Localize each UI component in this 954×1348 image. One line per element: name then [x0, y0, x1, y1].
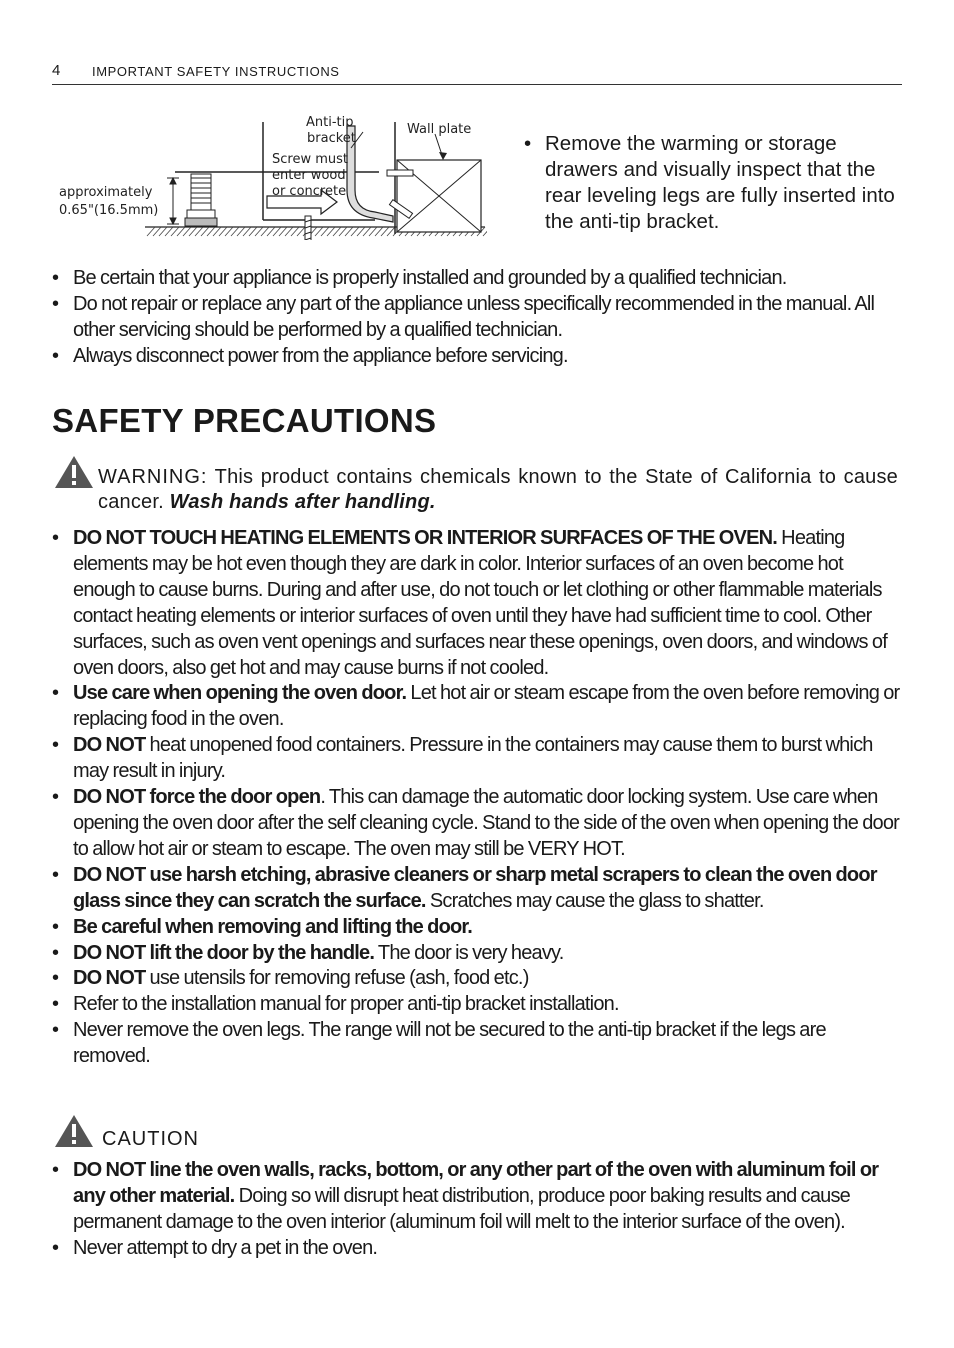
list-item: • DO NOT lift the door by the handle. The door is very heavy. — [52, 941, 564, 964]
warning-text: WARNING: This product contains chemicals known to the State of California to cause cancer. Wash hands after handling. — [98, 466, 898, 513]
list-item: • DO NOT use utensils for removing refuse (ash, food etc.) — [52, 967, 529, 990]
label-bracket: bracket — [307, 131, 356, 146]
safety-precautions-list — [52, 526, 904, 1070]
label-wall-plate: Wall plate — [407, 122, 472, 137]
label-screw-1: Screw must — [272, 152, 348, 167]
list-item: • Do not repair or replace any part of the appliance unless specifically recommended in the manual. All other servicing should be performed by a qualified technician. — [52, 292, 875, 341]
list-item: • Never remove the oven legs. The range will not be secured to the anti-tip bracket if the legs are removed. — [52, 1019, 826, 1068]
list-item: • Refer to the installation manual for proper anti-tip bracket installation. — [52, 993, 619, 1016]
list-item: • DO NOT use harsh etching, abrasive cleaners or sharp metal scrapers to clean the oven door glass since they can scratch the surface. Scratches may cause the glass to shatter. — [52, 863, 877, 912]
list-item: • Use care when opening the oven door. Let hot air or steam escape from the oven before removing or replacing food in the oven. — [52, 682, 900, 731]
list-item: • DO NOT force the door open. This can damage the automatic door locking system. Use care when opening the oven door after the self cleaning cycle. Stand to the side of the oven when opening the door to allow hot air or steam to escape. The oven may still be VERY HOT. — [52, 786, 900, 860]
page-header — [52, 62, 902, 85]
caution-triangle-icon — [54, 1114, 94, 1148]
caution-heading — [52, 1114, 352, 1154]
label-screw-2: enter wood — [272, 168, 346, 183]
header-title: IMPORTANT SAFETY INSTRUCTIONS — [92, 64, 340, 79]
caution-label: CAUTION — [102, 1128, 199, 1150]
list-item: • DO NOT TOUCH HEATING ELEMENTS OR INTERIOR SURFACES OF THE OVEN. Heating elements may be hot even though they are dark in color. Interior surfaces of an oven become hot enough to cause burns. During and after use, do not touch or let clothing or other flammable materials contact heating elements or interior surfaces of oven until they have had sufficient time to cool. Other surfaces, such as oven vent openings and surfaces near these openings, oven doors, and windows of oven doors, also get hot and may cause burns if not cooled. — [52, 527, 887, 679]
warning-notice — [52, 455, 900, 517]
dimension-marker — [167, 178, 179, 224]
caution-list — [52, 1158, 904, 1262]
label-approx-2: 0.65"(16.5mm) — [59, 203, 159, 218]
warning-triangle-icon — [54, 455, 94, 489]
bracket-inspection-note — [524, 131, 904, 235]
list-item: • DO NOT line the oven walls, racks, bottom, or any other part of the oven with aluminum foil or any other material. Doing so will disrupt heat distribution, produce poor baking results and cause permanent damage to the oven interior (aluminum foil will melt to the interior surface of the oven). — [52, 1159, 879, 1233]
warning-label: WARNING: — [98, 466, 208, 488]
list-item: • DO NOT heat unopened food containers. Pressure in the containers may cause them to burst which may result in injury. — [52, 734, 873, 783]
label-anti-tip: Anti-tip — [306, 115, 354, 130]
leveling-leg — [185, 174, 217, 226]
label-screw-3: or concrete — [272, 184, 347, 199]
list-item: • Be certain that your appliance is properly installed and grounded by a qualified technician. — [52, 267, 787, 289]
warning-emphasis: Wash hands after handling. — [169, 491, 436, 513]
list-item: • Always disconnect power from the appliance before servicing. — [52, 344, 568, 367]
section-title: SAFETY PRECAUTIONS — [52, 402, 437, 439]
list-item: • Remove the warming or storage drawers and visually inspect that the rear leveling legs are fully inserted into the anti-tip bracket. — [524, 132, 895, 233]
label-approx-1: approximately — [59, 185, 153, 200]
list-item: • Be careful when removing and lifting the door. — [52, 915, 473, 938]
page-number: 4 — [52, 62, 61, 79]
list-item: • Never attempt to dry a pet in the oven. — [52, 1236, 378, 1259]
anti-tip-bracket-diagram — [55, 112, 487, 240]
general-safety-list — [52, 266, 904, 370]
